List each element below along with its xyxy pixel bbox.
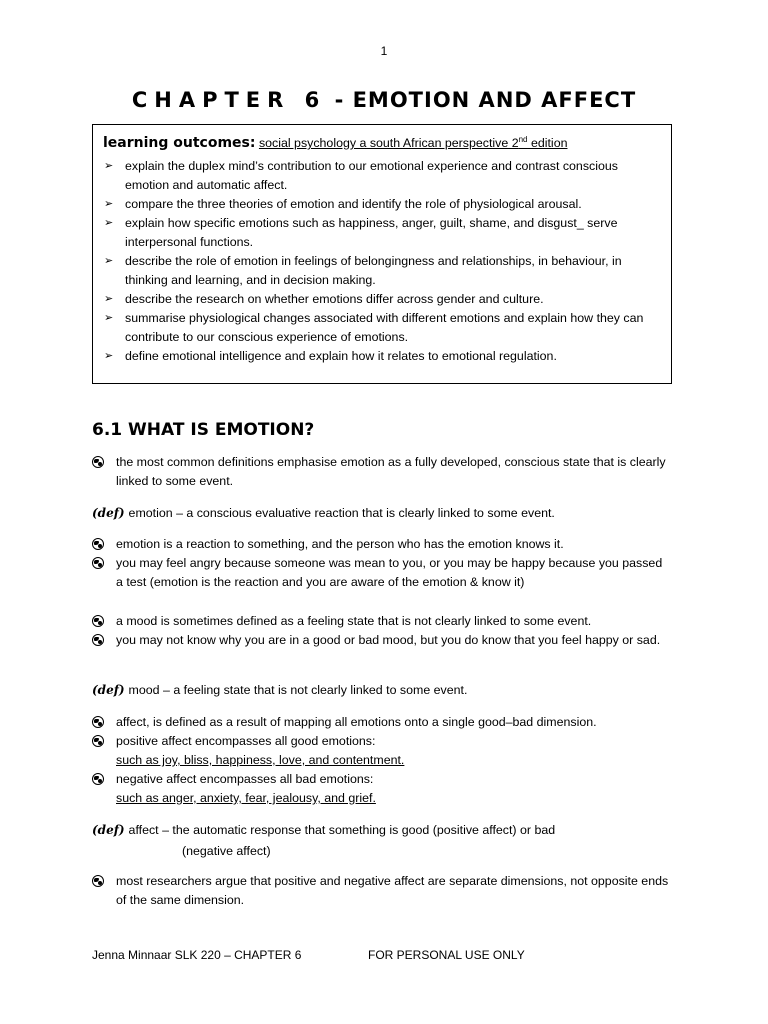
bullet-text: a mood is sometimes defined as a feeling state that is not clearly linked to some event. — [116, 614, 592, 628]
outcome-text: explain how specific emotions such as happiness, anger, guilt, shame, and disgust_ serve interpersonal functions. — [125, 216, 618, 250]
bullet-text: you may not know why you are in a good or bad mood, but you do know that you feel happy or sad. — [116, 633, 661, 647]
arrow-bullet-icon: ➢ — [104, 293, 114, 306]
globe-bullet-icon — [92, 557, 104, 569]
bullet-text: positive affect encompasses all good emotions: — [116, 734, 376, 748]
list-item — [92, 872, 672, 910]
bullet-text: affect, is defined as a result of mapping all emotions onto a single good–bad dimension. — [116, 715, 597, 729]
arrow-bullet-icon: ➢ — [104, 160, 114, 173]
chapter-title — [0, 88, 768, 112]
bullet-text: you may feel angry because someone was mean to you, or you may be happy because you passed a test (emotion is the reaction and you are aware of the emotion & know it) — [116, 556, 663, 589]
section-heading: 6.1 WHAT IS EMOTION? — [92, 420, 315, 440]
list-item — [92, 732, 672, 770]
page-number: 1 — [380, 44, 388, 58]
definition-text: emotion – a conscious evaluative reaction that is clearly linked to some event. — [128, 506, 555, 520]
outcome-item — [103, 157, 661, 195]
globe-bullet-icon — [92, 716, 104, 728]
definition-mood — [92, 681, 672, 700]
definition-continuation: (negative affect) — [182, 844, 271, 858]
bullet-group — [92, 713, 672, 808]
globe-bullet-icon — [92, 773, 104, 785]
definition-emotion — [92, 504, 672, 523]
list-item — [92, 713, 672, 732]
definition-tag: (def) — [92, 506, 125, 520]
outcome-text: describe the role of emotion in feelings of belongingness and relationships, in behaviour, in thinking and learning, and in decision making. — [125, 254, 622, 288]
learning-outcomes-list — [103, 157, 661, 366]
arrow-bullet-icon: ➢ — [104, 255, 114, 268]
bullet-text: most researchers argue that positive and negative affect are separate dimensions, not opposite ends of the same dimension. — [116, 874, 669, 907]
outcome-text: explain the duplex mind’s contribution to our emotional experience and contrast conscious emotion and automatic affect. — [125, 159, 618, 193]
outcome-text: describe the research on whether emotions differ across gender and culture. — [125, 292, 544, 307]
bullet-group — [92, 872, 672, 910]
outcome-item — [103, 214, 661, 252]
globe-bullet-icon — [92, 538, 104, 550]
bullet-group — [92, 535, 672, 592]
learning-outcomes-heading — [103, 131, 661, 152]
definition-affect — [92, 821, 672, 862]
bullet-group — [92, 453, 672, 491]
list-item — [92, 535, 672, 554]
chapter-title-text: - EMOTION AND AFFECT — [334, 88, 637, 112]
outcome-text: compare the three theories of emotion and identify the role of physiological arousal. — [125, 197, 582, 212]
globe-bullet-icon — [92, 615, 104, 627]
list-item — [92, 554, 672, 592]
footer-author: Jenna Minnaar SLK 220 – CHAPTER 6 — [92, 948, 302, 962]
outcome-item — [103, 252, 661, 290]
bullet-group — [92, 612, 672, 650]
arrow-bullet-icon: ➢ — [104, 198, 114, 211]
outcome-text: define emotional intelligence and explain how it relates to emotional regulation. — [125, 349, 557, 364]
definition-tag: (def) — [92, 683, 125, 697]
arrow-bullet-icon: ➢ — [104, 350, 114, 363]
list-item — [92, 770, 672, 808]
learning-outcomes-source — [259, 136, 568, 150]
list-item — [92, 631, 672, 650]
definition-text: mood – a feeling state that is not clearly linked to some event. — [128, 683, 468, 697]
list-item — [92, 453, 672, 491]
outcome-item — [103, 347, 661, 366]
source-title: social psychology a south African perspective 2 — [258, 136, 519, 151]
bullet-text: emotion is a reaction to something, and the person who has the emotion knows it. — [116, 537, 564, 551]
source-superscript: nd — [518, 135, 528, 144]
source-edition: edition — [527, 136, 568, 151]
definition-tag: (def) — [92, 823, 125, 837]
learning-outcomes-label: learning outcomes: — [103, 135, 256, 152]
globe-bullet-icon — [92, 735, 104, 747]
list-item — [92, 612, 672, 631]
outcome-item — [103, 290, 661, 309]
outcome-item — [103, 309, 661, 347]
chapter-title-number: CHAPTER 6 — [131, 88, 327, 112]
learning-outcomes-box — [92, 124, 672, 384]
bullet-examples: such as joy, bliss, happiness, love, and contentment. — [116, 753, 405, 767]
outcome-item — [103, 195, 661, 214]
bullet-examples: such as anger, anxiety, fear, jealousy, and grief. — [116, 791, 376, 805]
arrow-bullet-icon: ➢ — [104, 312, 114, 325]
arrow-bullet-icon: ➢ — [104, 217, 114, 230]
footer-notice: FOR PERSONAL USE ONLY — [368, 948, 525, 962]
globe-bullet-icon — [92, 634, 104, 646]
bullet-text: negative affect encompasses all bad emotions: — [116, 772, 374, 786]
outcome-text: summarise physiological changes associated with different emotions and explain how they can contribute to our conscious experience of emotions. — [125, 311, 644, 345]
definition-text: affect – the automatic response that something is good (positive affect) or bad — [128, 823, 556, 837]
globe-bullet-icon — [92, 456, 104, 468]
globe-bullet-icon — [92, 875, 104, 887]
bullet-text: the most common definitions emphasise emotion as a fully developed, conscious state that is clearly linked to some event. — [116, 455, 666, 488]
